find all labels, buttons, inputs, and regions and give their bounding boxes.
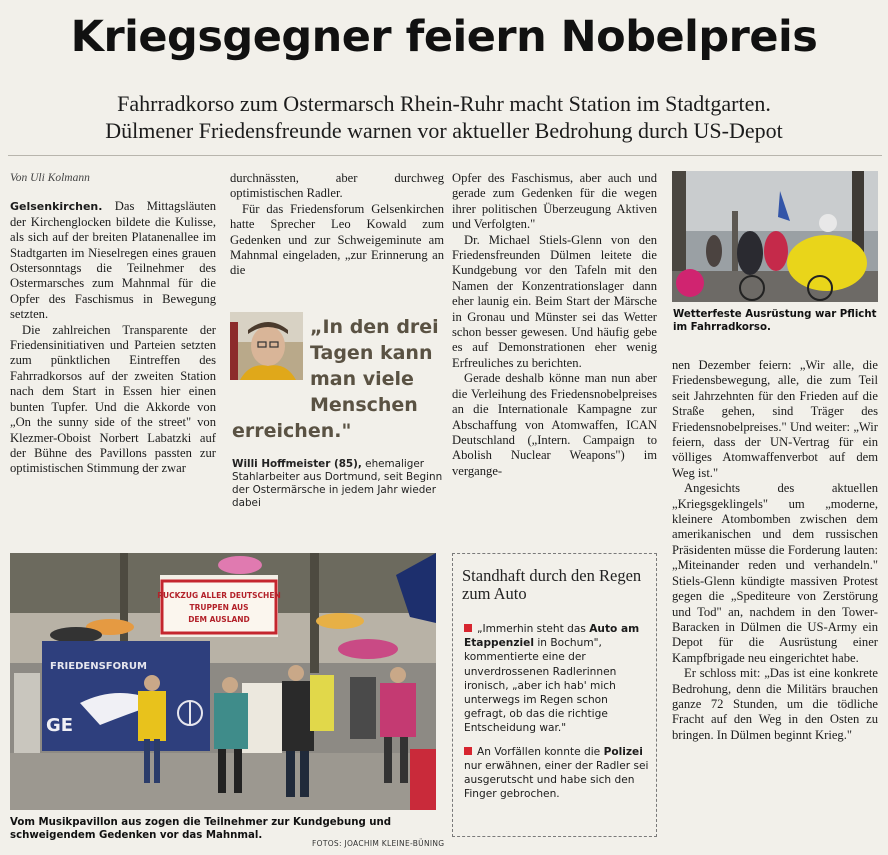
quote-source-name: Willi Hoffmeister (85),	[232, 458, 362, 470]
subheadline-line-1: Fahrradkorso zum Ostermarsch Rhein-Ruhr macht Station im Stadtgarten.	[117, 91, 771, 116]
cyclists-photo-caption: Wetterfeste Ausrüstung war Pflicht im Fahrradkorso.	[673, 309, 877, 333]
banner-red-line2: TRUPPEN AUS	[189, 603, 249, 612]
pull-quote-line: erreichen."	[232, 420, 352, 442]
banner-blue-letters: GE	[46, 715, 74, 736]
cyclists-photo	[672, 171, 878, 302]
pull-quote-line: Menschen	[310, 394, 418, 416]
article-column-2	[230, 171, 444, 279]
headline: Kriegsgegner feiern Nobelpreis	[70, 12, 818, 62]
pull-quote-line: „In den drei	[310, 316, 439, 338]
march-photo	[10, 553, 436, 810]
header-rule	[8, 155, 882, 156]
sidebar-paragraph: An Vorfällen konnte die Polizei nur erwähnen, einer der Radler sei ausgerutscht und habe sich den Finger gebrochen.	[464, 745, 649, 801]
article-paragraph: Er schloss mit: „Das ist eine konkrete Bedrohung, denn die Militärs brauchen ganze 72 Stunden, um die tödliche Fracht auf den Weg in den Osten zu bringen. In Dülmen beginnt Krieg."	[672, 666, 878, 742]
red-square-icon	[464, 747, 472, 755]
march-photo-caption: Vom Musikpavillon aus zogen die Teilnehmer zur Kundgebung und schweigendem Gedenken vor das Mahnmal.	[10, 817, 392, 841]
subheadline-line-2: Dülmener Friedensfreunde warnen vor aktueller Bedrohung durch US-Depot	[105, 118, 783, 143]
photo-credit: FOTOS: JOACHIM KLEINE-BÜNING	[312, 839, 445, 848]
article-column-1	[10, 171, 216, 477]
article-column-3	[452, 171, 657, 479]
quote-source-desc: ehemaliger Stahlarbeiter aus Dortmund, seit Beginn der Ostermärsche in jedem Jahr wieder dabei	[232, 458, 443, 509]
byline: Von Uli Kolmann	[10, 172, 90, 184]
article-paragraph: Die zahlreichen Transparente der Friedensinitiativen und Parteien setzten zum pünktlichen Eintreffen des Fahrradkorsos auf der zweiten Station nach dem Start in Essen hier einen bunten Tupfer. Und die Akkorde von „On the sunny side of the street" von Klezmer-Oboist Norbert Labatzki auf der Bühne des Pavillons passten zur optimistischen Stimmung der zwar	[10, 322, 216, 476]
article-paragraph: Für das Friedensforum Gelsenkirchen hatte Sprecher Leo Kowald zum Gedenken und zur Schweigeminute am Mahnmal eingeladen, „zur Erinnerung an die	[230, 201, 444, 278]
pull-quote-line: Tagen kann	[310, 342, 433, 364]
article-paragraph: durchnässten, aber durchweg optimistischen Radler.	[230, 171, 444, 201]
pull-quote	[232, 314, 444, 444]
sidebar-title: Standhaft durch den Regen zum Auto	[462, 566, 642, 603]
banner-red-line3: DEM AUSLAND	[188, 615, 250, 624]
article-paragraph: nen Dezember feiern: „Wir alle, die Friedensbewegung, alle, die zum Teil seit Jahrzehnten für den Frieden auf die Straße gehen, sind Träger des Friedensnobelpreises." Und weiter: „Wir feiern, dass der UN-Vertrag für ein völliges Atomwaffenverbot auf dem Weg ist."	[672, 358, 878, 480]
banner-blue-text: FRIEDENSFORUM	[50, 661, 147, 672]
article-paragraph: Dr. Michael Stiels-Glenn von den Friedensfreunden Dülmen leitete die Kundgebung vor den Tafeln mit den Namen der Konzentrationslager dann eher launig ein. Beim Start der Märsche in Gronau und Münster sei das Wetter schon besser gewesen. Und häufig gebe es auf Demonstrationen eher wenig Erfreuliches zu berichten.	[452, 232, 657, 370]
banner-red-line1: RUCKZUG ALLER DEUTSCHEN	[157, 591, 281, 600]
article-paragraph: Gelsenkirchen. Das Mittagsläuten der Kirchenglocken bildete die Kulisse, als sich auf der breiten Platanenallee im Stadtgarten im Nieselregen eines grauen Ostersonntags die Teilnehmer des Ostermarsches zum Mahnmal für die Opfer des Faschismus in Bewegung setzten.	[10, 199, 216, 322]
sidebar-paragraph: „Immerhin steht das Auto am Etappenziel in Bochum", kommentierte eine der unverdrossenen Radlerinnen ironisch, „aber ich hab' mich unterwegs im Regen schon gefragt, ob das die richtige Entscheidung war."	[464, 623, 640, 735]
sidebar-text	[464, 622, 650, 810]
pull-quote-line: man viele	[310, 368, 414, 390]
subheadline	[0, 90, 888, 144]
article-column-4	[672, 358, 878, 743]
quote-source	[232, 458, 446, 510]
article-paragraph: Gerade deshalb könne man nun aber die Verleihung des Friedensnobelpreises an die Internationale Kampagne zur Abschaffung von Atomwaffen, ICAN Deutschland („Intern. Campaign to Abolish Nuclear Weapons") im vergange-	[452, 371, 657, 478]
red-square-icon	[464, 624, 472, 632]
article-paragraph: Angesichts des aktuellen „Kriegsgeklingels" um „moderne, kleinere Atombomben zwischen dem amerikanischen und dem russischen Präsidenten müsse die Forderung lauten: „Miteinander reden und verhandeln." Stiels-Glenn kündigte massiven Protest gegen die „Spediteure von Zerstörung und Tod" an, nachdem in den Tower-Baracken in Dülmen die US-Army ein Depot für die Ausrüstung einer Kampfbrigade neu eingerichtet habe.	[672, 481, 878, 665]
article-paragraph: Opfer des Faschismus, aber auch und gerade zum Gedenken für die wegen ihrer politischen Überzeugung Aktiven und Verfolgten."	[452, 171, 657, 232]
dateline: Gelsenkirchen.	[10, 200, 103, 214]
